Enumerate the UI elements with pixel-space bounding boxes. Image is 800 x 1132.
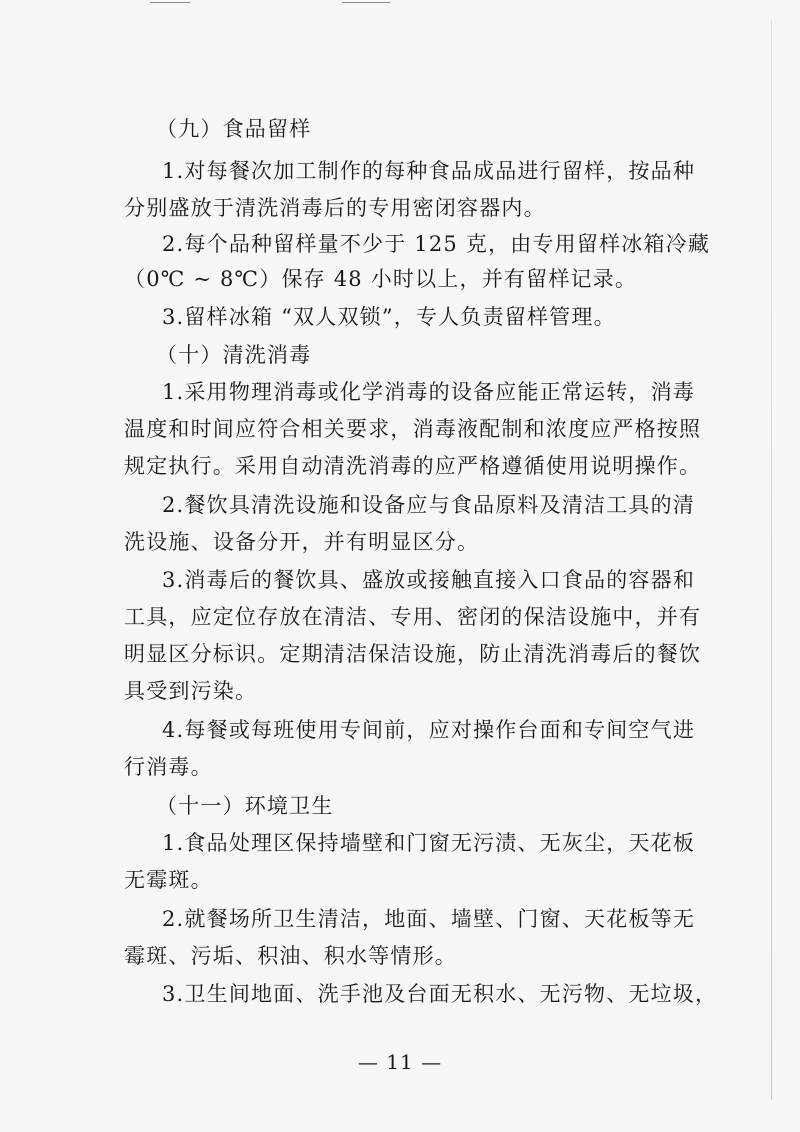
paragraph-line: 3.消毒后的餐饮具、盛放或接触直接入口食品的容器和 xyxy=(162,568,696,592)
paragraph-line: 2.每个品种留样量不少于 125 克，由专用留样冰箱冷藏 xyxy=(162,232,711,256)
paragraph-line: 工具，应定位存放在清洁、专用、密闭的保洁设施中，并有 xyxy=(124,605,702,629)
paragraph-line: 具受到污染。 xyxy=(124,679,258,703)
section-heading-environmental-hygiene: （十一）环境卫生 xyxy=(156,794,334,818)
paragraph-line: 3.卫生间地面、洗手池及台面无积水、无污物、无垃圾， xyxy=(162,982,718,1006)
section-heading-food-samples: （九）食品留样 xyxy=(156,117,312,141)
paragraph-line: 2.就餐场所卫生清洁，地面、墙壁、门窗、天花板等无 xyxy=(162,907,696,931)
paragraph-line: 明显区分标识。定期清洁保洁设施，防止清洗消毒后的餐饮 xyxy=(124,642,702,666)
paragraph-line: 4.每餐或每班使用专间前，应对操作台面和专间空气进 xyxy=(162,718,696,742)
paragraph-line: 2.餐饮具清洗设施和设备应与食品原料及清洁工具的清 xyxy=(162,493,696,517)
paragraph-line: （0℃ ~ 8℃）保存 48 小时以上，并有留样记录。 xyxy=(124,267,638,291)
paragraph-line: 1.食品处理区保持墙壁和门窗无污渍、无灰尘，天花板 xyxy=(162,831,696,855)
paragraph-line: 霉斑、污垢、积油、积水等情形。 xyxy=(124,944,457,968)
paragraph-line: 分别盛放于清洗消毒后的专用密闭容器内。 xyxy=(124,196,546,220)
page-number: — 11 — xyxy=(357,1050,443,1074)
paragraph-line: 行消毒。 xyxy=(124,755,213,779)
paragraph-line: 3.留样冰箱 “双人双锁”，专人负责留样管理。 xyxy=(162,305,616,329)
paragraph-line: 1.对每餐次加工制作的每种食品成品进行留样，按品种 xyxy=(162,159,696,183)
paragraph-line: 温度和时间应符合相关要求，消毒液配制和浓度应严格按照 xyxy=(124,417,702,441)
paragraph-line: 洗设施、设备分开，并有明显区分。 xyxy=(124,530,480,554)
paragraph-line: 1.采用物理消毒或化学消毒的设备应能正常运转，消毒 xyxy=(162,380,696,404)
section-heading-cleaning-disinfection: （十）清洗消毒 xyxy=(156,343,312,367)
paragraph-line: 规定执行。采用自动清洗消毒的应严格遵循使用说明操作。 xyxy=(124,454,702,478)
paragraph-line: 无霉斑。 xyxy=(124,868,213,892)
